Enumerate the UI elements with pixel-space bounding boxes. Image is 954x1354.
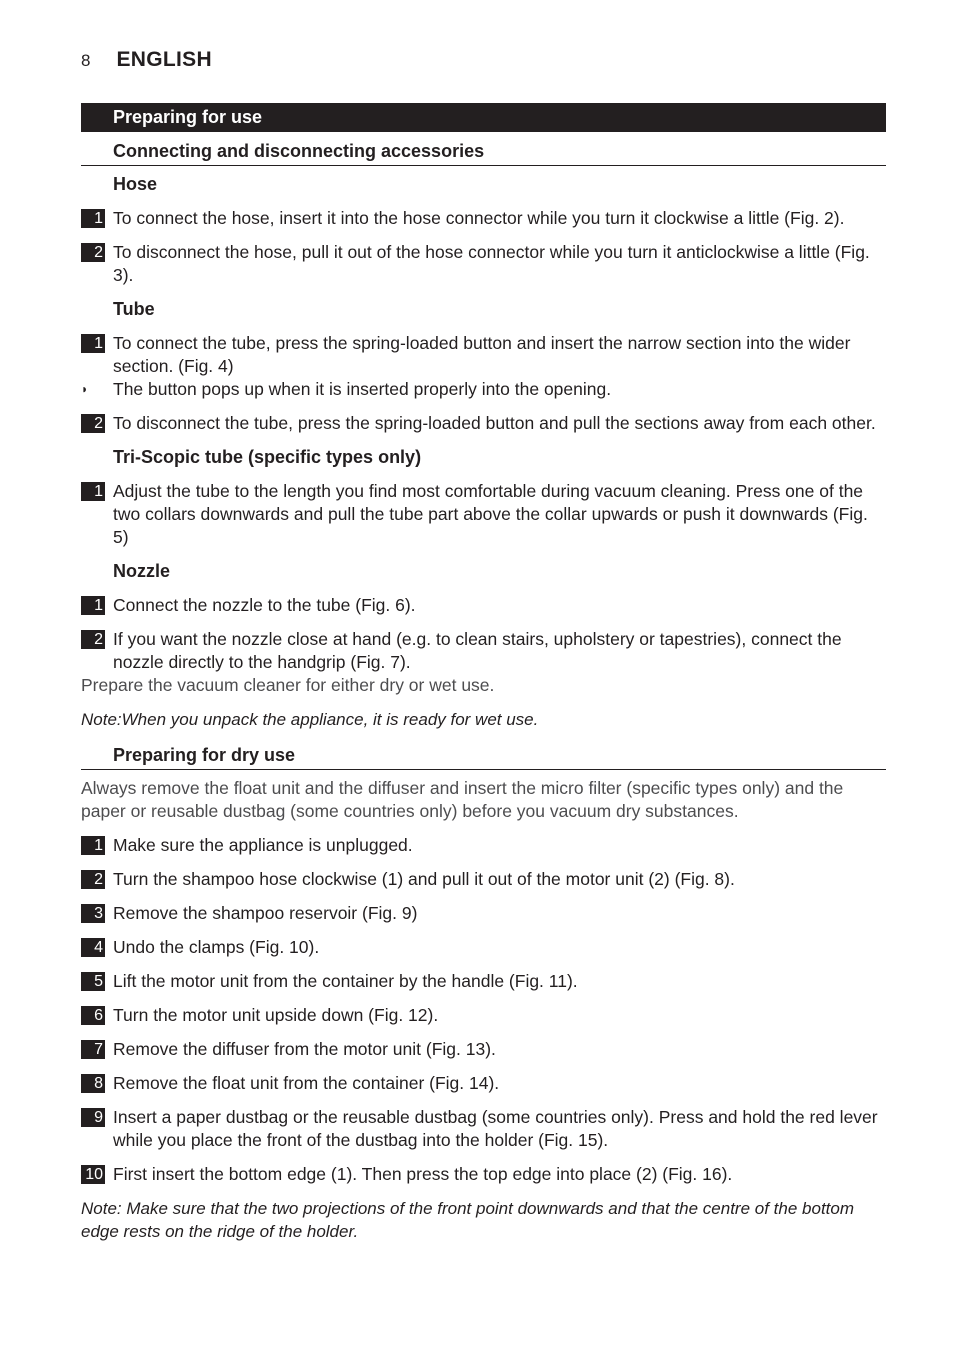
dry-use-note: Note: Make sure that the two projections of the front point downwards and that the centre of the bottom edge rests on the ridge of the holder. [81,1199,855,1241]
tube-step-1 [81,332,886,378]
step-number: 2 [81,630,105,649]
step-number: 2 [81,870,105,889]
step-text: Undo the clamps (Fig. 10). [113,937,320,957]
section-title: Preparing for use [81,103,886,132]
step-text: To connect the tube, press the spring-loaded button and insert the narrow section into the wider section. (Fig. 4) [113,333,851,376]
step-number: 9 [81,1108,105,1127]
page-header [81,48,212,74]
step-text: Remove the shampoo reservoir (Fig. 9) [113,903,418,923]
prepare-text: Prepare the vacuum cleaner for either dry or wet use. [81,675,495,695]
step-text: Turn the motor unit upside down (Fig. 12). [113,1005,439,1025]
dry-step-9 [81,1106,886,1152]
dry-step-6 [81,1004,886,1027]
step-text: Make sure the appliance is unplugged. [113,835,413,855]
dry-step-10 [81,1163,886,1186]
step-text: Remove the float unit from the container (Fig. 14). [113,1073,500,1093]
step-number: 1 [81,836,105,855]
step-text: Turn the shampoo hose clockwise (1) and pull it out of the motor unit (2) (Fig. 8). [113,869,735,889]
dry-step-1 [81,834,886,857]
step-number: 3 [81,904,105,923]
step-text: First insert the bottom edge (1). Then press the top edge into place (2) (Fig. 16). [113,1164,733,1184]
tube-heading: Tube [113,299,155,319]
dry-step-8 [81,1072,886,1095]
step-number: 7 [81,1040,105,1059]
dry-use-intro: Always remove the float unit and the diffuser and insert the micro filter (specific types only) and the paper or reusable dustbag (some countries only) before you vacuum dry substances. [81,778,844,821]
bullet-arrow-icon: ◗ [81,382,89,396]
step-text: Lift the motor unit from the container by the handle (Fig. 11). [113,971,578,991]
step-text: Remove the diffuser from the motor unit (Fig. 13). [113,1039,496,1059]
step-number: 4 [81,938,105,957]
dry-step-5 [81,970,886,993]
step-text: To disconnect the tube, press the spring-loaded button and pull the sections away from each other. [113,413,876,433]
step-number: 1 [81,596,105,615]
step-number: 1 [81,209,105,228]
nozzle-step-2 [81,628,886,674]
step-text: Insert a paper dustbag or the reusable dustbag (some countries only). Press and hold the red lever while you place the front of the dustbag into the holder (Fig. 15). [113,1107,878,1150]
triscopic-heading: Tri-Scopic tube (specific types only) [113,447,422,467]
dry-step-4 [81,936,886,959]
step-number: 8 [81,1074,105,1093]
page-number: 8 [81,51,91,70]
tube-bullet [81,378,886,401]
step-text: Connect the nozzle to the tube (Fig. 6). [113,595,416,615]
step-text: To connect the hose, insert it into the hose connector while you turn it clockwise a little (Fig. 2). [113,208,845,228]
step-number: 10 [81,1165,105,1184]
step-text: Adjust the tube to the length you find most comfortable during vacuum cleaning. Press one of the two collars downwards and pull the tube part above the collar upwards or push it downwards (Fig. 5) [113,481,868,547]
tube-step-2 [81,412,886,435]
step-number: 2 [81,414,105,433]
connecting-heading: Connecting and disconnecting accessories [81,138,886,166]
dry-use-heading: Preparing for dry use [81,742,886,770]
step-text: If you want the nozzle close at hand (e.g. to clean stairs, upholstery or tapestries), connect the nozzle directly to the handgrip (Fig. 7). [113,629,842,672]
hose-heading: Hose [113,174,158,194]
hose-step-1 [81,207,886,230]
dry-step-7 [81,1038,886,1061]
page-content [81,103,886,1254]
step-text: To disconnect the hose, pull it out of the hose connector while you turn it anticlockwise a little (Fig. 3). [113,242,870,285]
step-number: 2 [81,243,105,262]
prepare-note: Note:When you unpack the appliance, it is ready for wet use. [81,710,539,729]
triscopic-step-1 [81,480,886,549]
bullet-text: The button pops up when it is inserted properly into the opening. [113,379,612,399]
step-number: 6 [81,1006,105,1025]
hose-step-2 [81,241,886,287]
dry-step-2 [81,868,886,891]
step-number: 5 [81,972,105,991]
step-number: 1 [81,334,105,353]
dry-step-3 [81,902,886,925]
step-number: 1 [81,482,105,501]
language-label: ENGLISH [116,48,212,71]
nozzle-step-1 [81,594,886,617]
nozzle-heading: Nozzle [113,561,171,581]
dry-use-steps [81,834,886,1186]
